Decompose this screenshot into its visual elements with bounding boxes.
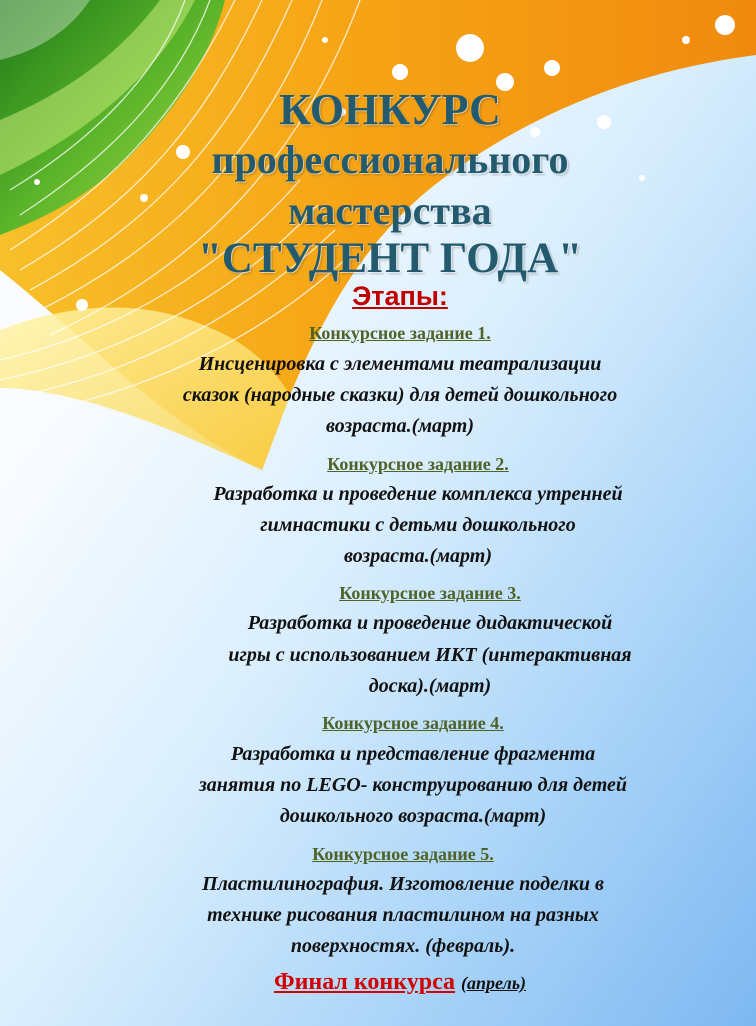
final-date: (апрель) [461,973,527,993]
task-1-line-2: сказок (народные сказки) для детей дошкольного [182,384,618,406]
title-line-3: мастерства [288,188,492,233]
task-2-line-1: Разработка и проведение комплекса утренней [213,483,623,505]
task-4-title: Конкурсное задание 4. [322,713,504,733]
task-4-line-3: дошкольного возраста.(март) [279,805,547,827]
task-3-line-2: игры с использованием ИКТ (интерактивная [228,644,632,666]
task-3-line-1: Разработка и проведение дидактической [247,612,613,634]
task-5-title: Конкурсное задание 5. [312,844,494,864]
task-1-line-3: возраста.(март) [326,415,474,437]
title-line-4: "СТУДЕНТ ГОДА" [197,235,583,282]
task-5-line-1: Пластилинография. Изготовление поделки в [202,873,604,895]
title-line-2: профессионального [211,137,569,182]
task-4-line-2: занятия по LEGO- конструированию для детей [198,774,627,796]
task-5-line-2: технике рисования пластилином на разных [207,904,599,926]
title-line-1: КОНКУРС [279,85,501,134]
task-3-line-3: доска).(март) [368,675,492,697]
task-2-title: Конкурсное задание 2. [327,454,509,474]
final-title: Финал конкурса [273,969,456,995]
task-1-line-1: Инсценировка с элементами театрализации [198,353,602,375]
task-3-title: Конкурсное задание 3. [339,583,521,603]
stages-heading: Этапы: [352,281,448,311]
task-2-line-2: гимнастики с детьми дошкольного [260,514,576,536]
final-line [210,970,590,994]
task-4-line-1: Разработка и представление фрагмента [230,743,596,765]
task-2-line-3: возраста.(март) [344,545,492,567]
task-1-title: Конкурсное задание 1. [309,323,491,343]
task-5-line-3: поверхностях. (февраль). [290,935,516,957]
